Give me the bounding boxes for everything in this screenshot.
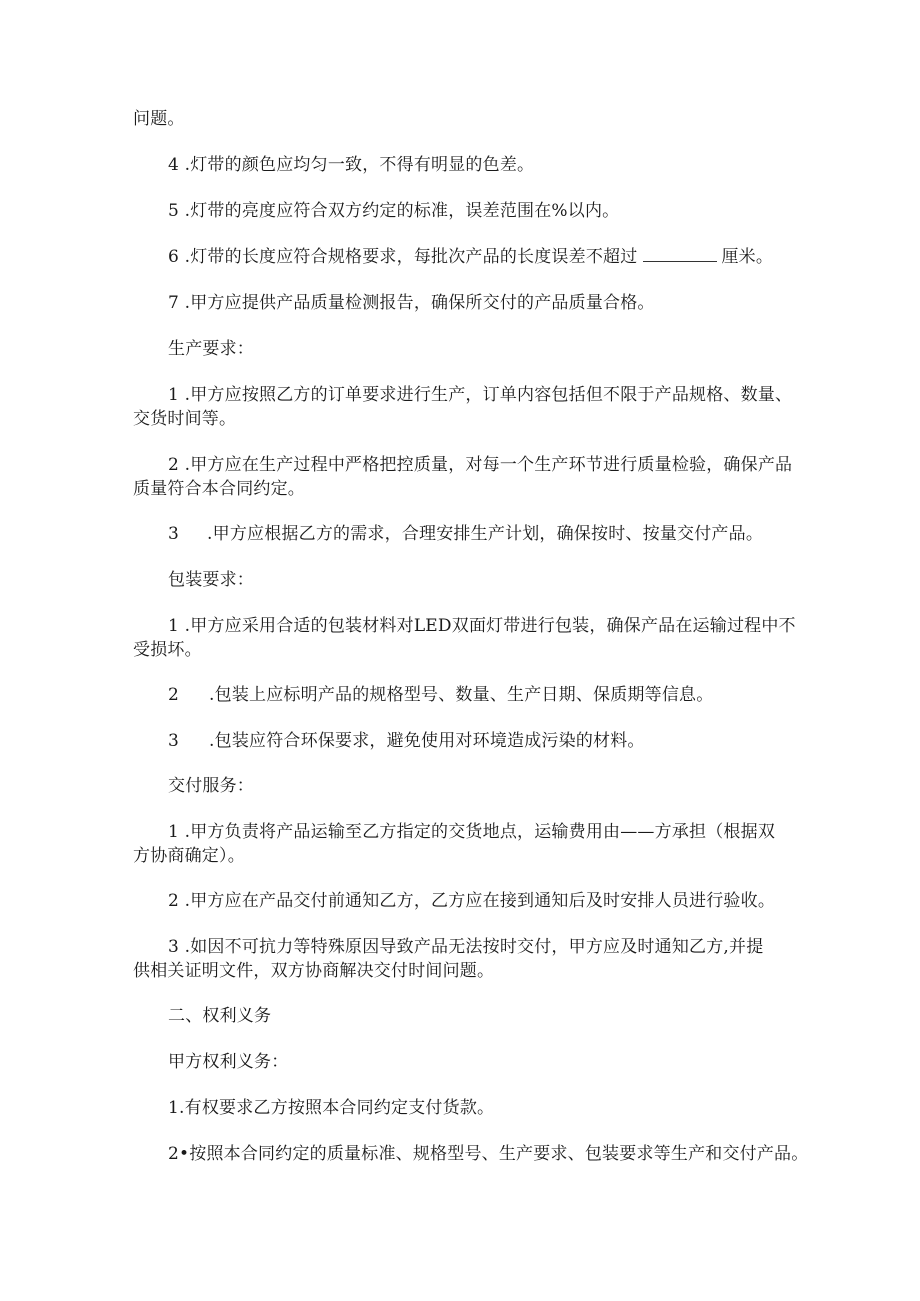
- text-line: 问题。: [133, 109, 185, 129]
- text-line: [168, 246, 773, 268]
- text-line: 交货时间等。: [133, 409, 237, 429]
- text-line: 7 .甲方应提供产品质量检测报告，确保所交付的产品质量合格。: [168, 293, 655, 313]
- text-line: 1 .甲方应采用合适的包装材料对LED双面灯带进行包装，确保产品在运输过程中不: [168, 616, 796, 636]
- text-line: 质量符合本合同约定。: [133, 479, 305, 499]
- fill-in-blank: [643, 247, 717, 262]
- section-heading: 生产要求：: [168, 339, 254, 359]
- section-heading: 甲方权利义务：: [168, 1052, 289, 1072]
- item-number: 3: [168, 524, 180, 544]
- text-line: [168, 684, 713, 706]
- section-heading: 二、权利义务: [168, 1006, 272, 1026]
- text-segment: 厘米。: [721, 247, 774, 267]
- text-line: 3 .如因不可抗力等特殊原因导致产品无法按时交付，甲方应及时通知乙方,并提: [168, 937, 764, 957]
- text-line: [168, 730, 645, 752]
- text-line: 1 .甲方负责将产品运输至乙方指定的交货地点，运输费用由——方承担（根据双: [168, 822, 776, 842]
- section-heading: 交付服务：: [168, 776, 254, 796]
- text-line: 2 .甲方应在生产过程中严格把控质量，对每一个生产环节进行质量检验，确保产品: [168, 455, 793, 475]
- text-line: 2•按照本合同约定的质量标准、规格型号、生产要求、包装要求等生产和交付产品。: [168, 1144, 809, 1164]
- text-line: 方协商确定）。: [133, 846, 245, 866]
- text-segment: 6 .灯带的长度应符合规格要求，每批次产品的长度误差不超过: [168, 247, 638, 267]
- text-line: 1 .甲方应按照乙方的订单要求进行生产，订单内容包括但不限于产品规格、数量、: [168, 385, 793, 405]
- item-number: 2: [168, 685, 180, 705]
- section-heading: 包装要求：: [168, 570, 254, 590]
- text-line: 4 .灯带的颜色应均匀一致，不得有明显的色差。: [168, 155, 535, 175]
- text-line: 2 .甲方应在产品交付前通知乙方，乙方应在接到通知后及时安排人员进行验收。: [168, 891, 776, 911]
- text-line: [168, 523, 763, 545]
- text-line: 5 .灯带的亮度应符合双方约定的标准，误差范围在%以内。: [168, 201, 620, 221]
- text-line: 受损坏。: [133, 640, 202, 660]
- text-line: 供相关证明文件，双方协商解决交付时间问题。: [133, 961, 495, 981]
- text-line: 1.有权要求乙方按照本合同约定支付货款。: [168, 1098, 495, 1118]
- text-segment: .包装上应标明产品的规格型号、数量、生产日期、保质期等信息。: [209, 685, 714, 705]
- item-number: 3: [168, 731, 180, 751]
- text-segment: .包装应符合环保要求，避免使用对环境造成污染的材料。: [209, 731, 645, 751]
- text-segment: .甲方应根据乙方的需求，合理安排生产计划，确保按时、按量交付产品。: [207, 524, 764, 544]
